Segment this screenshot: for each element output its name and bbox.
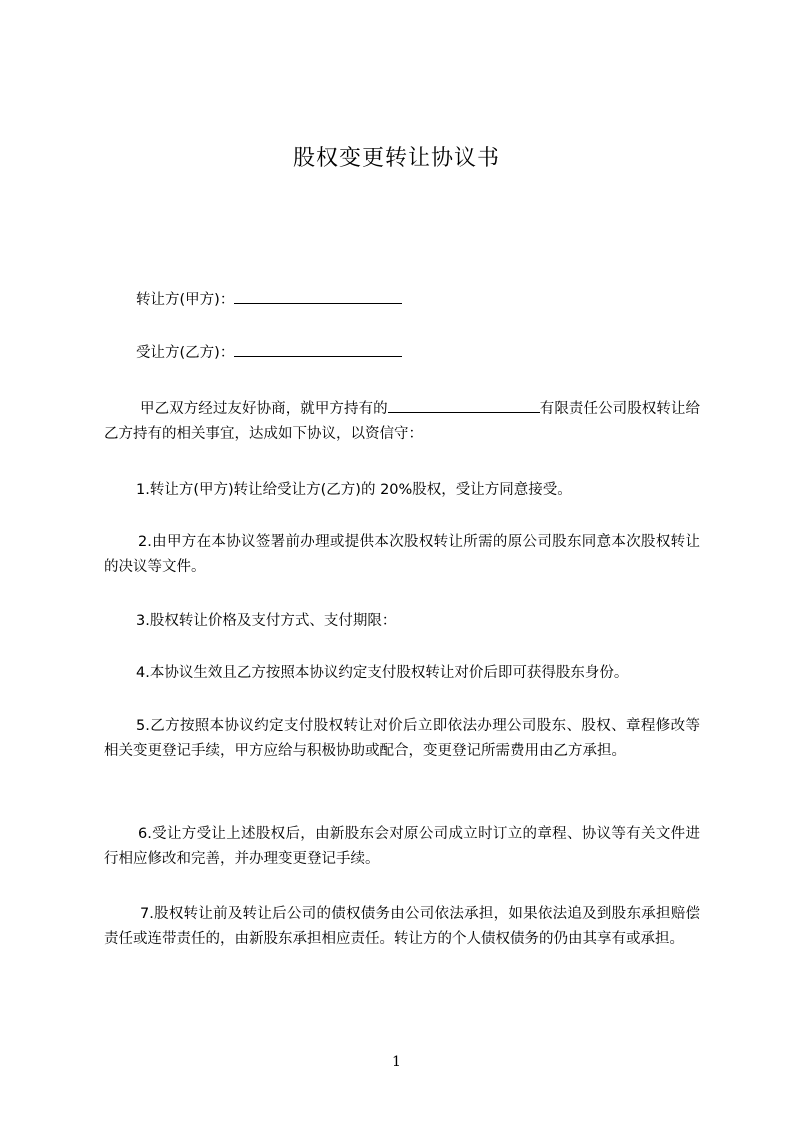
- clause-4: 4.本协议生效且乙方按照本协议约定支付股权转让对价后即可获得股东身份。: [136, 665, 629, 681]
- transferee-line: [136, 341, 732, 366]
- clause-7: 7.股权转让前及转让后公司的债权债务由公司依法承担，如果依法追及到股东承担赔偿责任或连带责任的，由新股东承担相应责任。转让方的个人债权债务的仍由其享有或承担。: [104, 906, 700, 947]
- transferor-label: 转让方(甲方)：: [136, 292, 235, 308]
- clause-1: 1.转让方(甲方)转让给受让方(乙方)的 20%股权，受让方同意接受。: [136, 482, 572, 498]
- intro-part1: 甲乙双方经过友好协商，就甲方持有的: [140, 401, 388, 417]
- transferee-blank: [234, 342, 402, 357]
- company-blank: [388, 398, 540, 413]
- document-title: 股权变更转让协议书: [292, 146, 500, 171]
- transferor-line: [136, 288, 732, 313]
- intro-paragraph: [104, 397, 700, 447]
- transferee-label: 受让方(乙方)：: [136, 345, 235, 361]
- clause-2: 2.由甲方在本协议签署前办理或提供本次股权转让所需的原公司股东同意本次股权转让的决议等文件。: [104, 534, 700, 575]
- clause-6: 6.受让方受让上述股权后，由新股东会对原公司成立时订立的章程、协议等有关文件进行相应修改和完善，并办理变更登记手续。: [104, 826, 700, 867]
- page-number: 1: [392, 1054, 401, 1070]
- intro-part2: 有限责任公司股权转让给乙方持有的相关事宜，达成如下协议，以资信守：: [104, 401, 701, 442]
- transferor-blank: [234, 289, 402, 304]
- clause-5: 5.乙方按照本协议约定支付股权转让对价后立即依法办理公司股东、股权、章程修改等相关变更登记手续，甲方应给与积极协助或配合，变更登记所需费用由乙方承担。: [104, 718, 700, 759]
- clause-3: 3.股权转让价格及支付方式、支付期限：: [136, 613, 397, 629]
